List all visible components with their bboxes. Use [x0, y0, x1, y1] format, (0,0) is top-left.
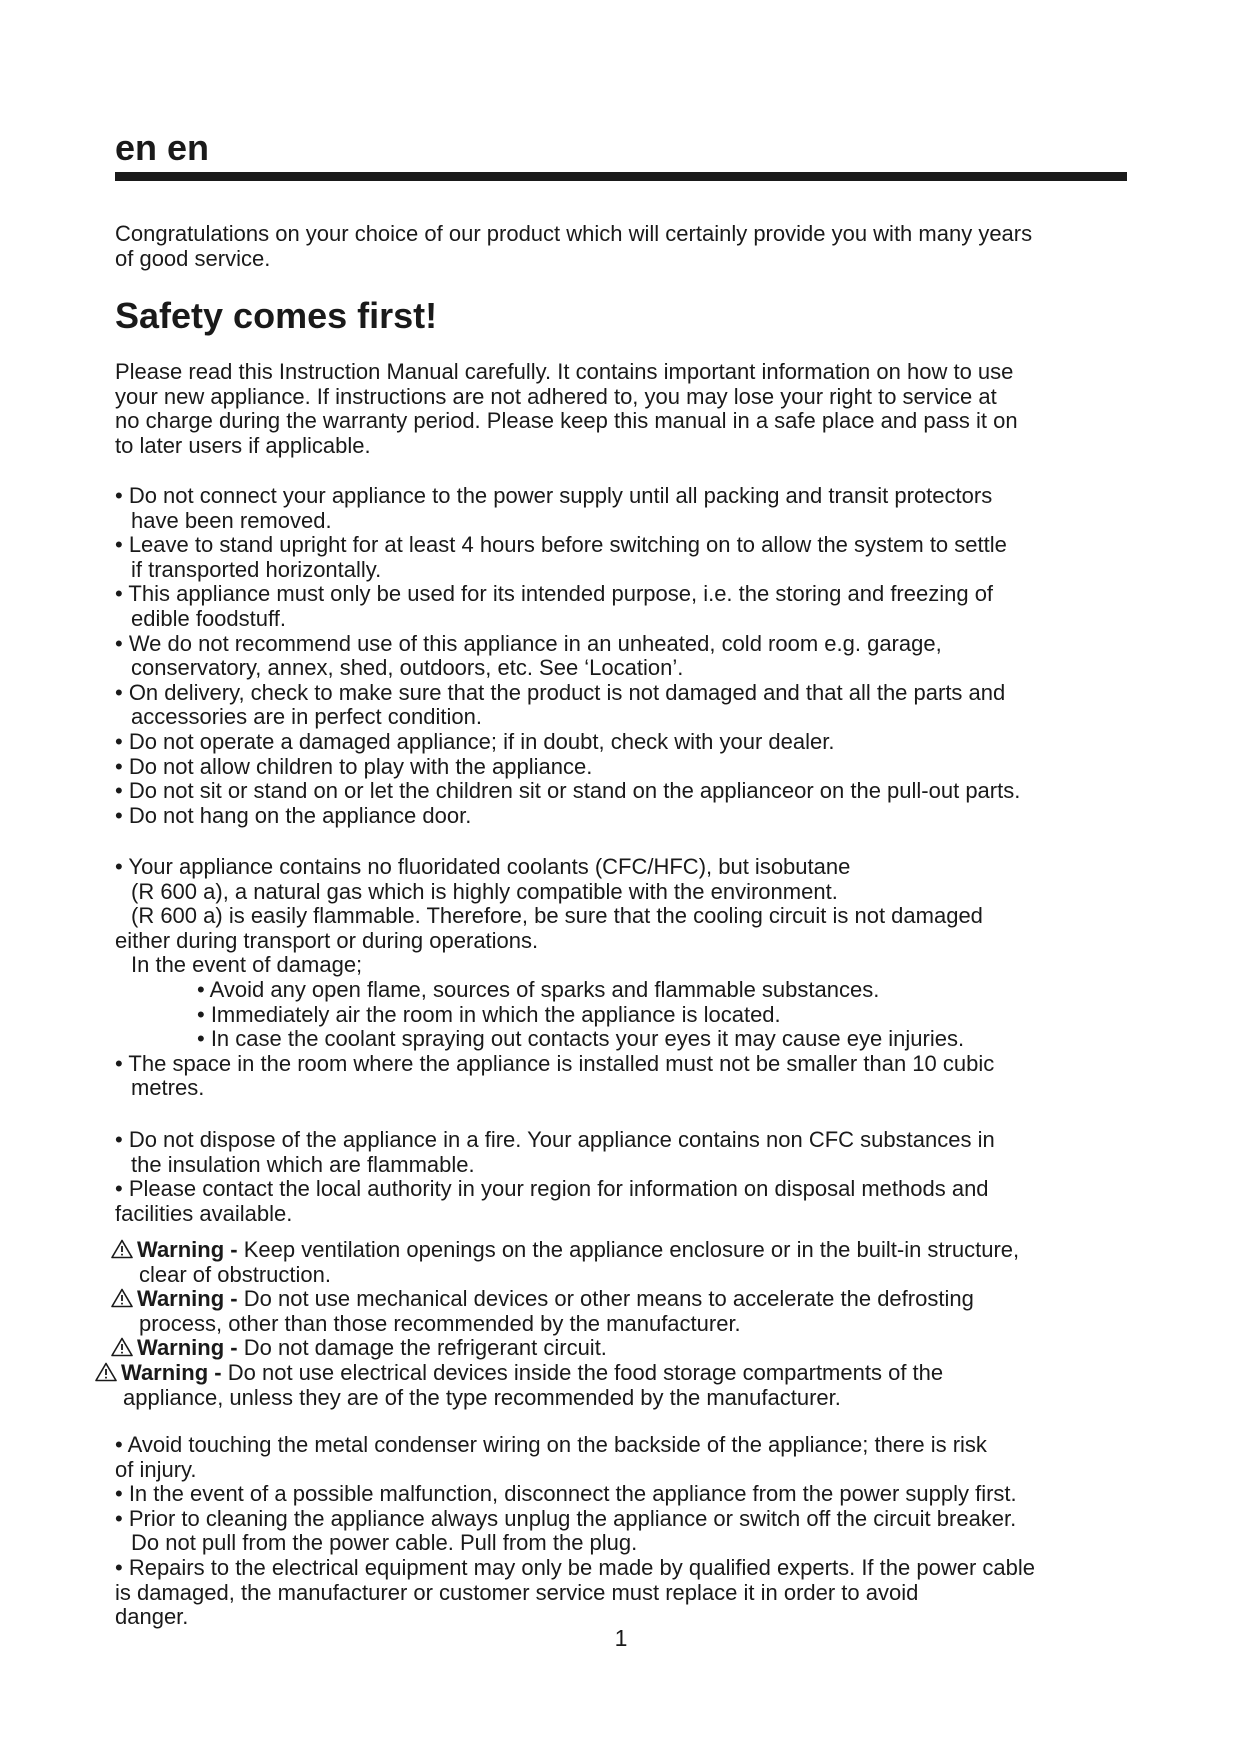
list-item: • Do not operate a damaged appliance; if in doubt, check with your dealer. [115, 728, 835, 754]
manual-line: no charge during the warranty period. Please keep this manual in a safe place and pass it on [115, 408, 1018, 434]
coolant-line: (R 600 a), a natural gas which is highly compatible with the environment. [131, 878, 838, 904]
manual-line: your new appliance. If instructions are not adhered to, you may lose your right to service at [115, 383, 997, 409]
warning-triangle-icon [111, 1337, 133, 1357]
list-item [115, 1128, 1127, 1177]
intro-paragraph [115, 222, 1127, 271]
warning-label: Warning - [137, 1286, 238, 1312]
page-header-title: en en [115, 127, 210, 168]
list-item [115, 533, 1127, 582]
sub-list-item: • Immediately air the room in which the appliance is located. [197, 1001, 781, 1027]
safety-list-electrical [115, 1433, 1127, 1630]
list-item-text: • Repairs to the electrical equipment may only be made by qualified experts. If the power cable [115, 1554, 1035, 1580]
warning-triangle-icon [111, 1288, 133, 1308]
list-item: • Do not allow children to play with the appliance. [115, 753, 593, 779]
header-rule [115, 172, 1127, 181]
warning-text: process, other than those recommended by the manufacturer. [139, 1310, 741, 1336]
manual-paragraph [115, 360, 1127, 458]
list-item [115, 1507, 1127, 1556]
list-item-text: • Do not dispose of the appliance in a fire. Your appliance contains non CFC substances in [115, 1127, 995, 1152]
list-item-text: • On delivery, check to make sure that the product is not damaged and that all the parts and [115, 679, 1006, 705]
list-item-text: Do not pull from the power cable. Pull from the plug. [131, 1530, 638, 1556]
list-item-text: metres. [131, 1075, 205, 1101]
safety-heading: Safety comes first! [115, 295, 438, 336]
list-item [115, 1556, 1127, 1630]
warning-item [115, 1238, 1127, 1287]
coolant-line: In the event of damage; [131, 952, 363, 978]
list-item [115, 681, 1127, 730]
list-item-text: • Do not connect your appliance to the power supply until all packing and transit protectors [115, 483, 993, 508]
list-item: • Do not sit or stand on or let the children sit or stand on the applianceor on the pull-out parts. [115, 778, 1021, 804]
coolant-line: • Your appliance contains no fluoridated coolants (CFC/HFC), but isobutane [115, 854, 851, 879]
warning-triangle-icon [111, 1239, 133, 1259]
list-item-text: • Prior to cleaning the appliance always unplug the appliance or switch off the circuit breaker. [115, 1505, 1017, 1531]
list-item-text: edible foodstuff. [131, 605, 286, 631]
warning-list [115, 1238, 1127, 1410]
warning-item [115, 1287, 1127, 1336]
safety-list-coolant [115, 855, 1127, 1101]
manual-line: Please read this Instruction Manual carefully. It contains important information on how to use [115, 359, 1014, 384]
list-item-text: • We do not recommend use of this appliance in an unheated, cold room e.g. garage, [115, 630, 942, 656]
warning-text: Keep ventilation openings on the appliance enclosure or in the built-in structure, [237, 1237, 1020, 1262]
manual-line: to later users if applicable. [115, 432, 371, 458]
warning-text: Do not use electrical devices inside the food storage compartments of the [221, 1359, 944, 1385]
list-item [115, 582, 1127, 631]
warning-label: Warning - [121, 1359, 222, 1385]
intro-line: Congratulations on your choice of our product which will certainly provide you with many years [115, 221, 1033, 246]
list-item [115, 1177, 1127, 1226]
list-item [115, 1433, 1127, 1482]
list-item-text: of injury. [115, 1456, 197, 1482]
list-item [115, 632, 1127, 681]
list-item-text: accessories are in perfect condition. [131, 704, 482, 730]
list-item-text: conservatory, annex, shed, outdoors, etc. See ‘Location’. [131, 655, 684, 681]
list-item-text: • Please contact the local authority in your region for information on disposal methods and [115, 1176, 989, 1202]
list-item: • In the event of a possible malfunction, disconnect the appliance from the power supply first. [115, 1481, 1017, 1507]
list-item-text: if transported horizontally. [131, 556, 382, 582]
warning-triangle-icon [95, 1362, 117, 1382]
list-item-text: the insulation which are flammable. [131, 1151, 475, 1177]
warning-text: Do not use mechanical devices or other means to accelerate the defrosting [237, 1286, 974, 1312]
page-number: 1 [614, 1625, 628, 1651]
list-item-text: facilities available. [115, 1200, 293, 1226]
sub-list-item: • Avoid any open flame, sources of sparks and flammable substances. [197, 976, 880, 1002]
list-item [115, 1052, 1127, 1101]
list-item-text: danger. [115, 1604, 189, 1630]
safety-list-general [115, 484, 1127, 828]
coolant-line: either during transport or during operations. [115, 927, 539, 953]
safety-list-disposal [115, 1128, 1127, 1226]
warning-text: clear of obstruction. [139, 1261, 331, 1287]
list-item-text: have been removed. [131, 507, 332, 533]
warning-item [115, 1361, 1127, 1410]
list-item-text: is damaged, the manufacturer or customer service must replace it in order to avoid [115, 1579, 919, 1605]
list-item-text: • This appliance must only be used for its intended purpose, i.e. the storing and freezing of [115, 581, 994, 607]
warning-label: Warning - [137, 1335, 238, 1361]
list-item: • Do not hang on the appliance door. [115, 802, 472, 828]
list-item-text: • Leave to stand upright for at least 4 hours before switching on to allow the system to settle [115, 532, 1007, 558]
sub-list-item: • In case the coolant spraying out contacts your eyes it may cause eye injuries. [197, 1026, 965, 1052]
intro-line: of good service. [115, 245, 271, 271]
warning-text: Do not damage the refrigerant circuit. [237, 1335, 607, 1361]
coolant-line: (R 600 a) is easily flammable. Therefore, be sure that the cooling circuit is not damaged [131, 903, 983, 929]
warning-label: Warning - [137, 1237, 238, 1262]
warning-item [115, 1336, 1127, 1361]
list-item-text: • Avoid touching the metal condenser wiring on the backside of the appliance; there is risk [115, 1432, 987, 1457]
list-item-text: • The space in the room where the appliance is installed must not be smaller than 10 cubic [115, 1050, 995, 1076]
warning-text: appliance, unless they are of the type recommended by the manufacturer. [123, 1384, 841, 1410]
list-item [115, 484, 1127, 533]
